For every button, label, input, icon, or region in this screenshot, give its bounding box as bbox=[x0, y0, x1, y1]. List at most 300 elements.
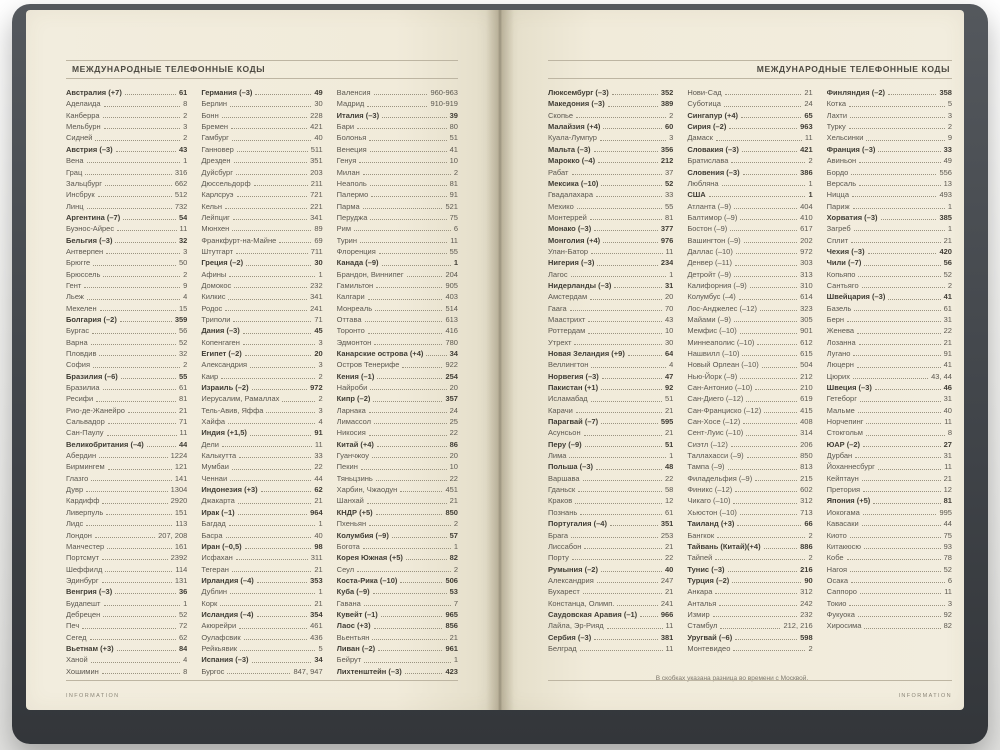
country-code-row bbox=[548, 97, 673, 108]
city-code-row bbox=[687, 222, 812, 233]
entry-code: 78 bbox=[943, 553, 952, 563]
entry-name: Сальвадор bbox=[66, 417, 105, 427]
dot-leader bbox=[734, 276, 797, 277]
city-code-row bbox=[66, 268, 187, 279]
entry-name: Килкис bbox=[201, 292, 226, 302]
entry-name: Хьюстон (–10) bbox=[687, 507, 737, 517]
entry-name: Марокко (–4) bbox=[548, 156, 596, 166]
entry-name: Филадельфия (–9) bbox=[687, 473, 753, 483]
country-code-row bbox=[548, 460, 673, 471]
city-code-row bbox=[687, 381, 812, 392]
city-code-row bbox=[548, 211, 673, 222]
entry-code: 461 bbox=[310, 621, 323, 631]
entry-name: Лондон bbox=[66, 530, 92, 540]
entry-code: 2 bbox=[453, 519, 458, 529]
country-code-row bbox=[201, 608, 322, 619]
entry-code: 357 bbox=[445, 394, 458, 404]
dot-leader bbox=[234, 162, 308, 163]
dot-leader bbox=[370, 151, 447, 152]
city-code-row bbox=[827, 302, 952, 313]
dot-leader bbox=[257, 582, 307, 583]
city-code-row bbox=[827, 154, 952, 165]
dot-leader bbox=[850, 537, 941, 538]
city-code-row bbox=[66, 279, 187, 290]
entry-name: Измир bbox=[687, 609, 710, 619]
entry-code: 408 bbox=[800, 417, 813, 427]
dot-leader bbox=[86, 525, 172, 526]
dot-leader bbox=[236, 174, 307, 175]
dot-leader bbox=[234, 287, 307, 288]
city-code-row bbox=[201, 313, 322, 324]
city-code-row bbox=[548, 540, 673, 551]
city-code-row bbox=[337, 131, 458, 142]
dot-leader bbox=[860, 401, 941, 402]
entry-name: Киото bbox=[826, 530, 847, 540]
entry-name: Бангкок bbox=[687, 530, 715, 540]
dot-leader bbox=[405, 673, 443, 674]
city-code-row bbox=[548, 619, 673, 630]
entry-name: ЮАР (–2) bbox=[826, 439, 861, 449]
city-code-row bbox=[66, 336, 187, 347]
entry-code: 36 bbox=[178, 587, 188, 597]
city-code-row bbox=[548, 472, 673, 483]
entry-code: 305 bbox=[800, 314, 813, 324]
entry-name: Лаос (+3) bbox=[336, 621, 371, 631]
entry-name: Мельбурн bbox=[66, 122, 101, 132]
dot-leader bbox=[99, 355, 176, 356]
dot-leader bbox=[597, 582, 658, 583]
entry-name: Сплит bbox=[826, 235, 849, 245]
dot-leader bbox=[859, 162, 940, 163]
dot-leader bbox=[426, 355, 446, 356]
entry-name: Саудовская Аравия (–1) bbox=[548, 609, 638, 619]
entry-code: 313 bbox=[800, 269, 813, 279]
dot-leader bbox=[881, 219, 937, 220]
entry-name: Лейпциг bbox=[201, 212, 230, 222]
codes-column bbox=[548, 86, 673, 653]
dot-leader bbox=[764, 548, 798, 549]
dot-leader bbox=[862, 480, 941, 481]
entry-name: Оулафсвик bbox=[201, 632, 241, 642]
dot-leader bbox=[128, 412, 176, 413]
country-code-row bbox=[548, 143, 673, 154]
dot-leader bbox=[717, 537, 805, 538]
entry-name: Калькутта bbox=[201, 451, 237, 461]
entry-name: Брага bbox=[548, 530, 569, 540]
entry-code: 6 bbox=[453, 224, 458, 234]
entry-name: Детройт (–9) bbox=[687, 269, 732, 279]
entry-name: Франкфурт-на-Майне bbox=[201, 235, 277, 245]
entry-name: Гамильтон bbox=[336, 280, 374, 290]
dot-leader bbox=[591, 401, 662, 402]
left-footer-label: INFORMATION bbox=[66, 693, 120, 699]
entry-code: 15 bbox=[178, 303, 188, 313]
entry-code: 2392 bbox=[170, 553, 188, 563]
dot-leader bbox=[736, 253, 797, 254]
entry-name: Новый Орлеан (–10) bbox=[687, 360, 759, 370]
city-code-row bbox=[66, 347, 187, 358]
city-code-row bbox=[66, 324, 187, 335]
city-code-row bbox=[66, 631, 187, 642]
entry-code: 303 bbox=[800, 258, 813, 268]
dot-leader bbox=[87, 208, 172, 209]
dot-leader bbox=[607, 628, 663, 629]
entry-code: 311 bbox=[310, 553, 323, 563]
city-code-row bbox=[66, 483, 187, 494]
city-code-row bbox=[337, 336, 458, 347]
city-code-row bbox=[66, 392, 187, 403]
dot-leader bbox=[369, 435, 447, 436]
entry-code: 90 bbox=[804, 575, 813, 585]
city-code-row bbox=[66, 562, 187, 573]
country-code-row bbox=[548, 279, 673, 290]
entry-name: Бремен bbox=[201, 122, 229, 132]
dot-leader bbox=[588, 333, 662, 334]
dot-leader bbox=[588, 321, 662, 322]
country-code-row bbox=[827, 290, 952, 301]
city-code-row bbox=[548, 290, 673, 301]
dot-leader bbox=[370, 219, 446, 220]
entry-name: Женева bbox=[826, 326, 855, 336]
entry-name: Колумбус (–4) bbox=[687, 292, 736, 302]
city-code-row bbox=[201, 199, 322, 210]
entry-name: Парагвай (–7) bbox=[548, 417, 599, 427]
entry-name: Словакия (–3) bbox=[687, 144, 739, 154]
city-code-row bbox=[66, 608, 187, 619]
entry-name: Токио bbox=[826, 598, 847, 608]
country-code-row bbox=[337, 585, 458, 596]
dot-leader bbox=[590, 219, 662, 220]
entry-code: 11 bbox=[665, 643, 674, 653]
country-code-row bbox=[687, 574, 812, 585]
entry-code: 207, 208 bbox=[158, 530, 188, 540]
dot-leader bbox=[90, 639, 176, 640]
entry-name: Швеция (–3) bbox=[826, 383, 872, 393]
city-code-row bbox=[548, 483, 673, 494]
city-code-row bbox=[827, 177, 952, 188]
entry-code: 61 bbox=[943, 303, 952, 313]
entry-code: 385 bbox=[939, 212, 952, 222]
dot-leader bbox=[360, 242, 447, 243]
dot-leader bbox=[888, 94, 936, 95]
dot-leader bbox=[598, 162, 658, 163]
entry-code: 92 bbox=[943, 609, 952, 619]
dot-leader bbox=[363, 548, 451, 549]
city-code-row bbox=[337, 494, 458, 505]
entry-name: Германия (–3) bbox=[201, 88, 253, 98]
entry-name: Иокогама bbox=[826, 507, 860, 517]
city-code-row bbox=[548, 574, 673, 585]
dot-leader bbox=[106, 514, 172, 515]
entry-name: Румыния (–2) bbox=[548, 564, 598, 574]
dot-leader bbox=[229, 525, 316, 526]
country-code-row bbox=[201, 653, 322, 664]
city-code-row bbox=[66, 165, 187, 176]
entry-code: 212, 216 bbox=[783, 621, 813, 631]
dot-leader bbox=[373, 401, 442, 402]
entry-code: 1 bbox=[669, 269, 674, 279]
entry-name: Монголия (+4) bbox=[548, 235, 601, 245]
entry-name: Словения (–3) bbox=[687, 167, 740, 177]
dot-leader bbox=[250, 435, 311, 436]
entry-code: 10 bbox=[449, 462, 458, 472]
city-code-row bbox=[201, 177, 322, 188]
dot-leader bbox=[720, 628, 780, 629]
entry-code: 310 bbox=[800, 280, 813, 290]
entry-code: 1 bbox=[947, 201, 952, 211]
entry-code: 54 bbox=[178, 212, 188, 222]
entry-code: 92 bbox=[664, 383, 674, 393]
entry-name: Бургос bbox=[201, 666, 225, 676]
entry-name: Гавана bbox=[336, 598, 361, 608]
entry-name: Канберра bbox=[66, 110, 100, 120]
dot-leader bbox=[591, 367, 666, 368]
entry-code: 377 bbox=[660, 224, 674, 234]
entry-code: 60 bbox=[664, 122, 674, 132]
entry-name: Аргентина (–7) bbox=[66, 212, 121, 222]
entry-name: Штутгарт bbox=[201, 246, 234, 256]
dot-leader bbox=[733, 650, 805, 651]
entry-name: Фукуока bbox=[826, 609, 855, 619]
dot-leader bbox=[847, 321, 941, 322]
entry-name: Коста-Рика (–10) bbox=[336, 575, 398, 585]
entry-name: Тампа (–9) bbox=[687, 462, 725, 472]
city-code-row bbox=[66, 426, 187, 437]
entry-code: 32 bbox=[178, 349, 188, 358]
dot-leader bbox=[87, 299, 180, 300]
dot-leader bbox=[734, 208, 797, 209]
entry-code: 22 bbox=[314, 462, 323, 472]
entry-code: 2 bbox=[808, 643, 813, 653]
entry-name: Домокос bbox=[201, 280, 232, 290]
dot-leader bbox=[400, 582, 442, 583]
entry-name: Кельн bbox=[201, 201, 223, 211]
dot-leader bbox=[570, 310, 662, 311]
dot-leader bbox=[855, 457, 940, 458]
dot-leader bbox=[854, 310, 940, 311]
dot-leader bbox=[364, 605, 451, 606]
entry-code: 24 bbox=[804, 99, 813, 109]
city-code-row bbox=[201, 528, 322, 539]
city-code-row bbox=[827, 233, 952, 244]
city-code-row bbox=[548, 642, 673, 653]
entry-code: 1 bbox=[669, 451, 674, 461]
entry-code: 614 bbox=[800, 292, 813, 302]
entry-name: Мальта (–3) bbox=[548, 144, 591, 154]
city-code-row bbox=[337, 290, 458, 301]
dot-leader bbox=[617, 605, 657, 606]
left-page-footer bbox=[66, 680, 458, 702]
dot-leader bbox=[709, 196, 806, 197]
city-code-row bbox=[201, 109, 322, 120]
country-code-row bbox=[66, 211, 187, 222]
entry-name: Бирмингем bbox=[66, 462, 105, 472]
dot-leader bbox=[614, 287, 662, 288]
country-code-row bbox=[66, 233, 187, 244]
entry-name: Сербия (–3) bbox=[548, 632, 592, 642]
entry-name: Мехико bbox=[548, 201, 574, 211]
entry-code: 356 bbox=[660, 144, 674, 154]
entry-code: 359 bbox=[174, 314, 188, 324]
entry-name: Исламабад bbox=[548, 394, 588, 404]
city-code-row bbox=[201, 222, 322, 233]
city-code-row bbox=[201, 494, 322, 505]
entry-code: 2 bbox=[183, 110, 188, 120]
entry-code: 21 bbox=[804, 88, 813, 98]
dot-leader bbox=[123, 219, 176, 220]
entry-name: Генуя bbox=[336, 156, 357, 166]
entry-name: Хиросима bbox=[826, 621, 862, 631]
entry-name: София bbox=[66, 360, 91, 370]
dot-leader bbox=[755, 480, 797, 481]
city-code-row bbox=[548, 392, 673, 403]
dot-leader bbox=[875, 389, 941, 390]
dot-leader bbox=[640, 616, 658, 617]
entry-name: Парма bbox=[336, 201, 360, 211]
dot-leader bbox=[252, 662, 312, 663]
entry-code: 850 bbox=[445, 507, 458, 517]
city-code-row bbox=[66, 472, 187, 483]
entry-name: Ницца bbox=[826, 190, 850, 200]
city-code-row bbox=[548, 506, 673, 517]
dot-leader bbox=[243, 333, 312, 334]
dot-leader bbox=[93, 367, 180, 368]
entry-name: Париж bbox=[826, 201, 850, 211]
entry-code: 62 bbox=[314, 485, 323, 495]
dot-leader bbox=[858, 616, 941, 617]
entry-code: 11 bbox=[944, 417, 952, 427]
entry-code: 30 bbox=[664, 337, 674, 347]
dot-leader bbox=[382, 265, 451, 266]
city-code-row bbox=[827, 131, 952, 142]
dot-leader bbox=[760, 310, 797, 311]
entry-name: Эдмонтон bbox=[336, 337, 372, 347]
country-code-row bbox=[337, 347, 458, 358]
country-code-row bbox=[827, 494, 952, 505]
dot-leader bbox=[862, 287, 945, 288]
entry-code: 341 bbox=[310, 212, 323, 222]
dot-leader bbox=[873, 503, 940, 504]
country-code-row bbox=[201, 86, 322, 97]
dot-leader bbox=[104, 106, 181, 107]
country-code-row bbox=[66, 313, 187, 324]
entry-code: 141 bbox=[174, 473, 188, 483]
city-code-row bbox=[827, 188, 952, 199]
city-code-row bbox=[687, 392, 812, 403]
entry-code: 22 bbox=[449, 473, 458, 483]
city-code-row bbox=[337, 233, 458, 244]
dot-leader bbox=[357, 128, 447, 129]
dot-leader bbox=[230, 480, 311, 481]
city-code-row bbox=[66, 177, 187, 188]
entry-name: Миннеаполис (–10) bbox=[687, 337, 755, 347]
city-code-row bbox=[337, 199, 458, 210]
city-code-row bbox=[827, 619, 952, 630]
entry-code: 2 bbox=[453, 167, 458, 177]
entry-code: 5 bbox=[947, 99, 952, 109]
city-code-row bbox=[201, 120, 322, 131]
city-code-row bbox=[337, 222, 458, 233]
dot-leader bbox=[232, 469, 311, 470]
entry-name: Мексика (–10) bbox=[548, 178, 599, 188]
city-code-row bbox=[548, 494, 673, 505]
entry-code: 75 bbox=[943, 530, 952, 540]
entry-code: 3 bbox=[318, 360, 323, 370]
entry-code: 615 bbox=[800, 349, 813, 358]
country-code-row bbox=[687, 165, 812, 176]
entry-name: Рейкьявик bbox=[201, 643, 238, 653]
entry-code: 121 bbox=[174, 462, 188, 472]
entry-code: 2 bbox=[453, 564, 458, 574]
entry-code: 353 bbox=[310, 575, 323, 585]
entry-name: Буэнос-Айрес bbox=[66, 224, 115, 234]
entry-code: 8 bbox=[947, 428, 952, 438]
country-code-row bbox=[687, 143, 812, 154]
entry-code: 351 bbox=[310, 156, 323, 166]
entry-name: Лайла, Эр-Рияд bbox=[548, 621, 604, 631]
entry-code: 91 bbox=[943, 349, 952, 358]
entry-name: Кавасаки bbox=[826, 519, 859, 529]
entry-name: Люцерн bbox=[826, 360, 854, 370]
dot-leader bbox=[600, 140, 666, 141]
dot-leader bbox=[735, 491, 797, 492]
city-code-row bbox=[201, 562, 322, 573]
city-code-row bbox=[337, 279, 458, 290]
entry-name: Гамбург bbox=[201, 133, 229, 143]
city-code-row bbox=[548, 324, 673, 335]
dot-leader bbox=[850, 571, 941, 572]
entry-code: 254 bbox=[445, 371, 458, 381]
entry-name: Ливерпуль bbox=[66, 507, 104, 517]
entry-name: Калифорния (–9) bbox=[687, 280, 747, 290]
dot-leader bbox=[147, 446, 176, 447]
entry-code: 713 bbox=[800, 507, 813, 517]
dot-leader bbox=[584, 548, 662, 549]
entry-name: Печ bbox=[66, 621, 80, 631]
entry-name: Монреаль bbox=[336, 303, 373, 313]
city-code-row bbox=[66, 528, 187, 539]
entry-name: Сиэтл (–12) bbox=[687, 439, 728, 449]
dot-leader bbox=[740, 378, 797, 379]
country-code-row bbox=[201, 256, 322, 267]
city-code-row bbox=[548, 585, 673, 596]
entry-code: 4 bbox=[318, 417, 323, 427]
city-code-row bbox=[827, 506, 952, 517]
dot-leader bbox=[602, 378, 662, 379]
country-code-row bbox=[687, 517, 812, 528]
entry-code: 421 bbox=[310, 122, 323, 132]
dot-leader bbox=[864, 628, 940, 629]
dot-leader bbox=[240, 650, 315, 651]
dot-leader bbox=[715, 559, 805, 560]
entry-code: 22 bbox=[664, 473, 674, 483]
dot-leader bbox=[382, 117, 447, 118]
city-code-row bbox=[687, 313, 812, 324]
entry-code: 80 bbox=[449, 122, 458, 132]
city-code-row bbox=[827, 404, 952, 415]
entry-name: Франция (–3) bbox=[826, 144, 876, 154]
entry-name: Лозанна bbox=[826, 337, 856, 347]
country-code-row bbox=[827, 381, 952, 392]
entry-name: Бонн bbox=[201, 110, 219, 120]
entry-name: Торонто bbox=[336, 326, 365, 336]
dot-leader bbox=[377, 446, 447, 447]
city-code-row bbox=[201, 211, 322, 222]
entry-code: 1 bbox=[318, 269, 323, 279]
entry-name: Берн bbox=[826, 314, 845, 324]
dot-leader bbox=[104, 128, 181, 129]
city-code-row bbox=[687, 358, 812, 369]
